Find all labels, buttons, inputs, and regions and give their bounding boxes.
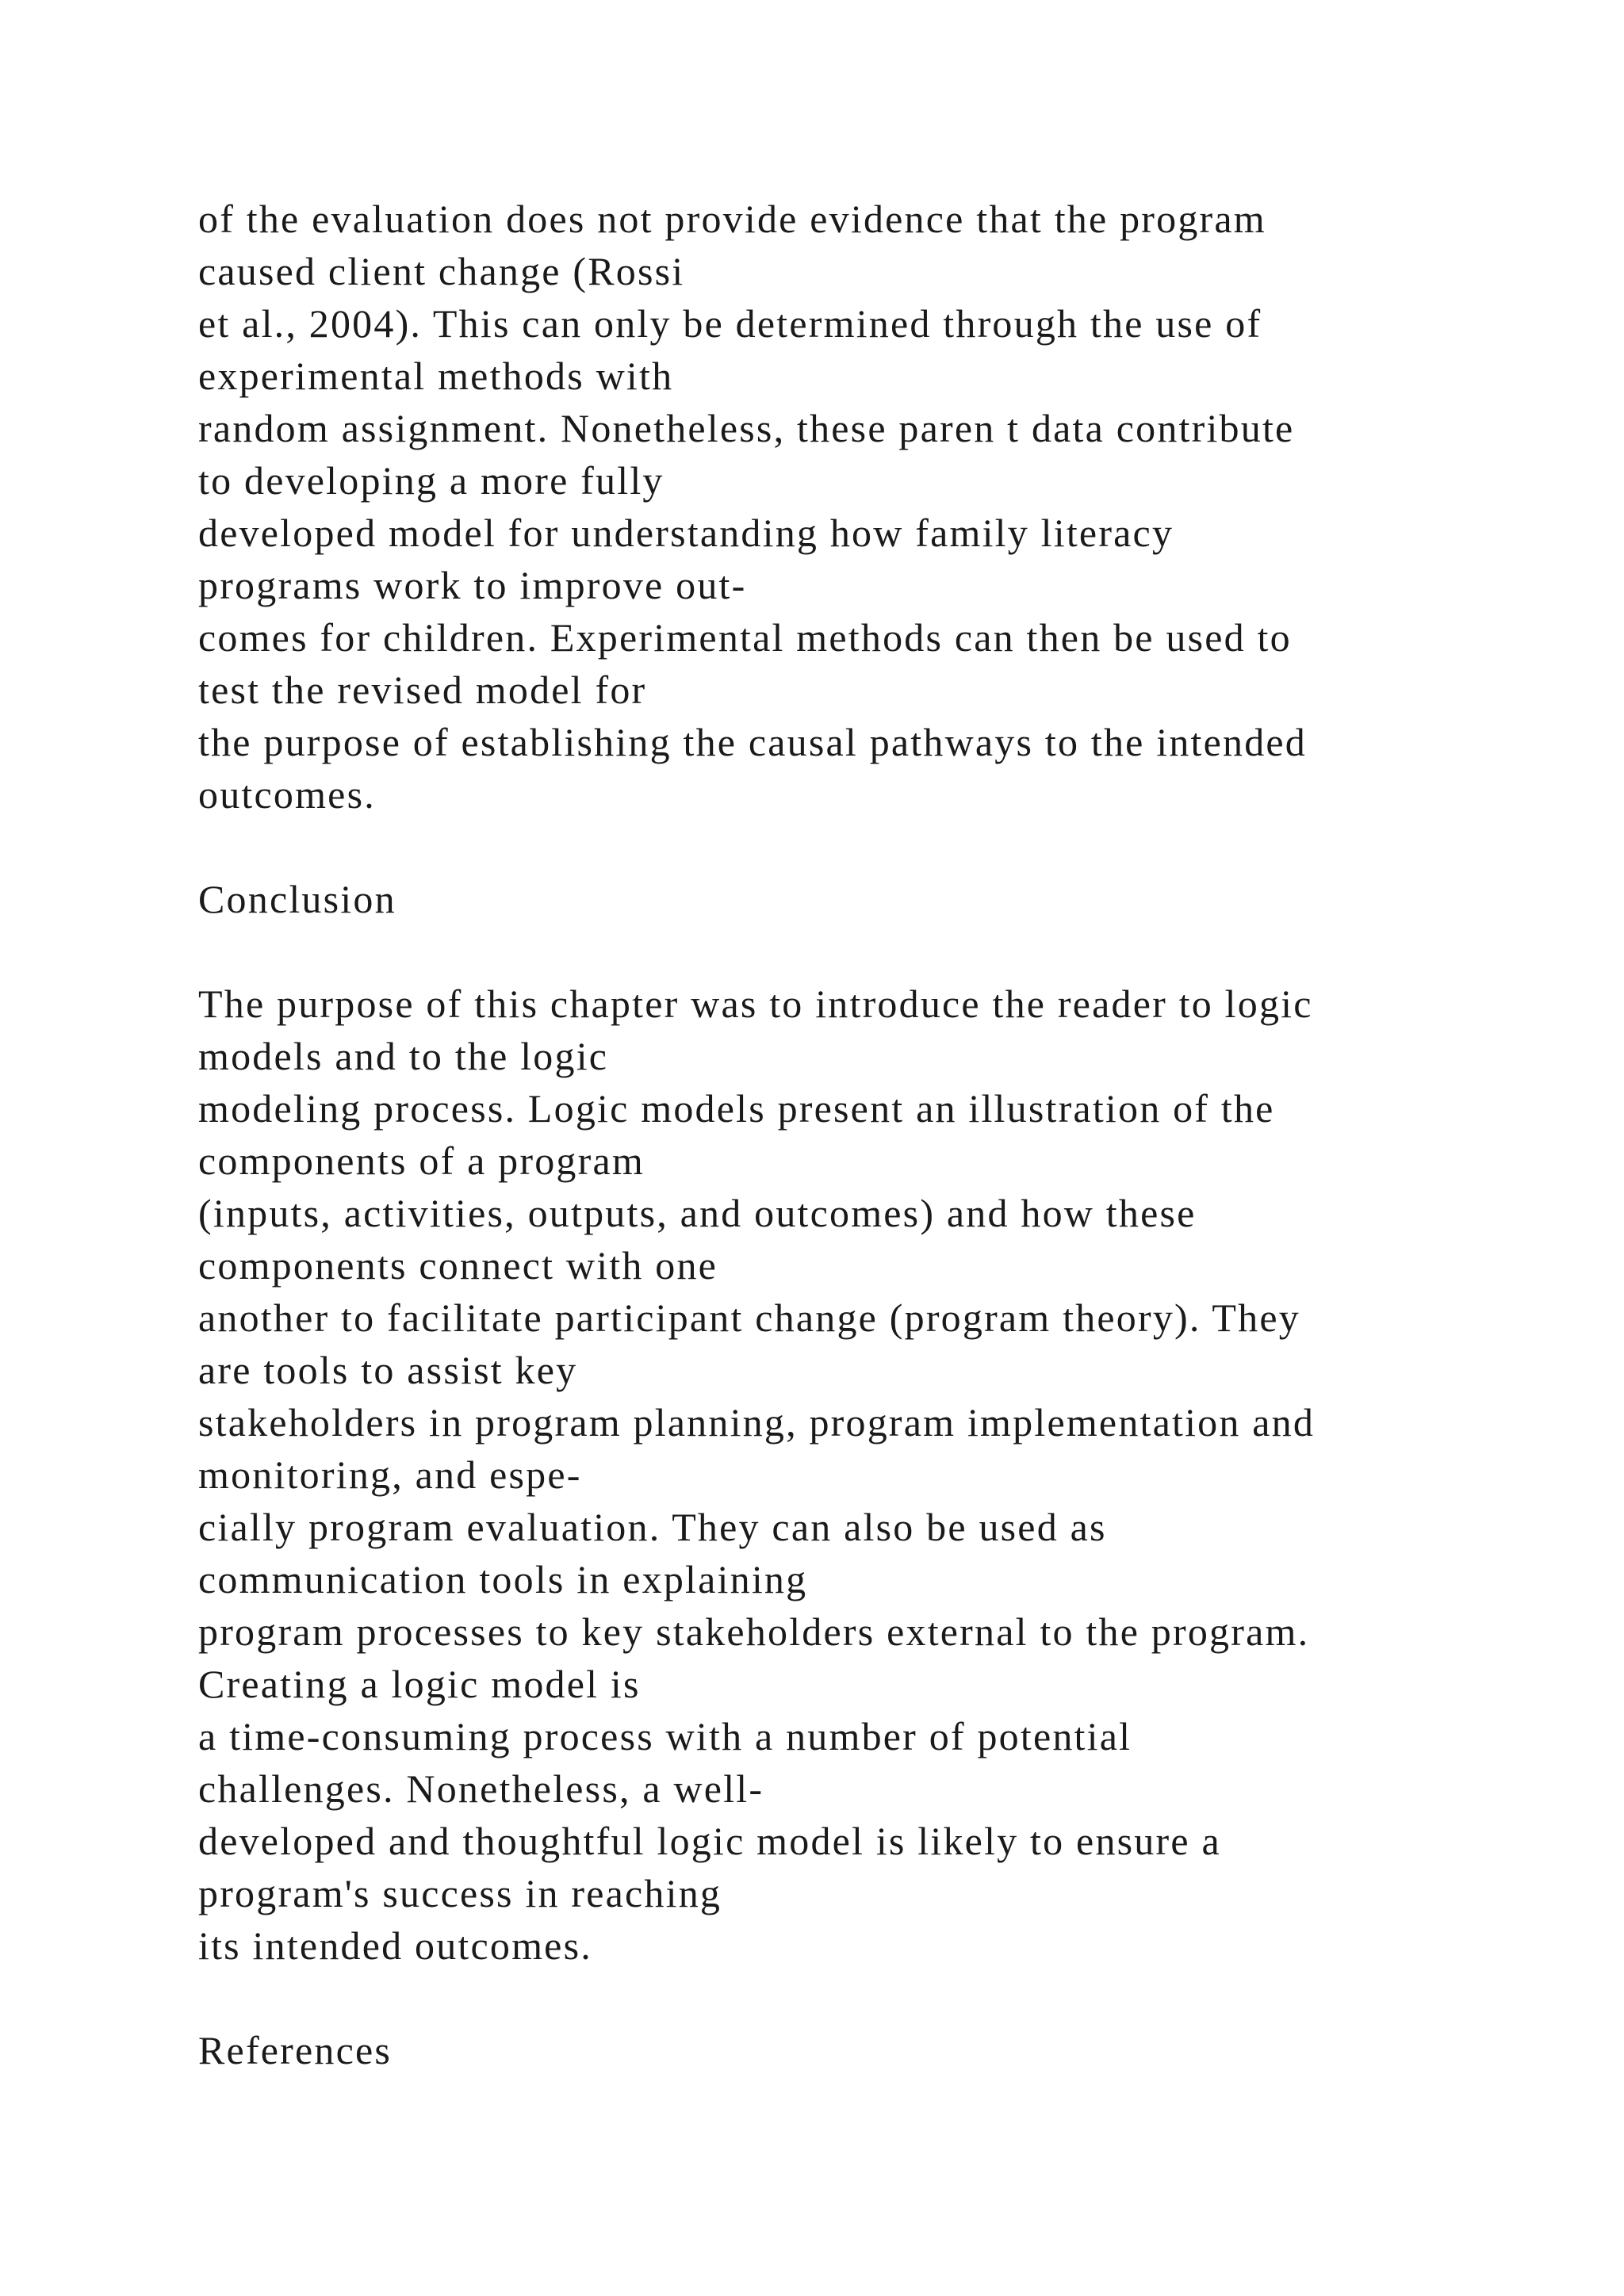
text-line: modeling process. Logic models present an illustration of the — [198, 1086, 1275, 1131]
text-line: (inputs, activities, outputs, and outcomes) and how these — [198, 1191, 1197, 1235]
paragraph-evaluation — [198, 193, 1546, 821]
text-line: program's success in reaching — [198, 1871, 722, 1915]
text-line: test the revised model for — [198, 668, 647, 712]
text-line: another to facilitate participant change (program theory). They — [198, 1295, 1300, 1340]
text-line: components of a program — [198, 1138, 645, 1183]
text-line: communication tools in explaining — [198, 1557, 808, 1601]
text-line: caused client change (Rossi — [198, 249, 685, 293]
paragraph-gap — [198, 925, 1546, 978]
text-line: the purpose of establishing the causal pathways to the intended — [198, 720, 1307, 764]
text-line: outcomes. — [198, 772, 376, 817]
text-line: stakeholders in program planning, program implementation and — [198, 1400, 1316, 1445]
references-heading: References — [198, 2028, 393, 2072]
conclusion-heading: Conclusion — [198, 877, 396, 921]
text-line: The purpose of this chapter was to introduce the reader to logic — [198, 982, 1313, 1026]
text-line: program processes to key stakeholders external to the program. — [198, 1609, 1310, 1654]
text-line: experimental methods with — [198, 354, 674, 398]
text-line: its intended outcomes. — [198, 1923, 592, 1968]
text-line: random assignment. Nonetheless, these paren t data contribute — [198, 406, 1295, 450]
text-line: models and to the logic — [198, 1034, 609, 1078]
text-line: et al., 2004). This can only be determined through the use of — [198, 301, 1262, 346]
text-line: are tools to assist key — [198, 1348, 578, 1392]
paragraph-conclusion — [198, 978, 1546, 1972]
text-line: cially program evaluation. They can also be used as — [198, 1505, 1107, 1549]
text-line: to developing a more fully — [198, 458, 665, 503]
text-line: developed and thoughtful logic model is likely to ensure a — [198, 1819, 1221, 1863]
paragraph-gap — [198, 821, 1546, 873]
text-line: programs work to improve out- — [198, 563, 747, 607]
document-page — [198, 193, 1546, 2076]
text-line: a time-consuming process with a number of potential — [198, 1714, 1132, 1758]
text-line: monitoring, and espe- — [198, 1452, 582, 1497]
text-line: comes for children. Experimental methods can then be used to — [198, 615, 1292, 660]
text-line: challenges. Nonetheless, a well- — [198, 1766, 764, 1811]
text-line: developed model for understanding how family literacy — [198, 511, 1174, 555]
paragraph-gap — [198, 1972, 1546, 2024]
text-line: of the evaluation does not provide evidence that the program — [198, 197, 1266, 241]
text-line: components connect with one — [198, 1243, 718, 1288]
text-line: Creating a logic model is — [198, 1662, 641, 1706]
